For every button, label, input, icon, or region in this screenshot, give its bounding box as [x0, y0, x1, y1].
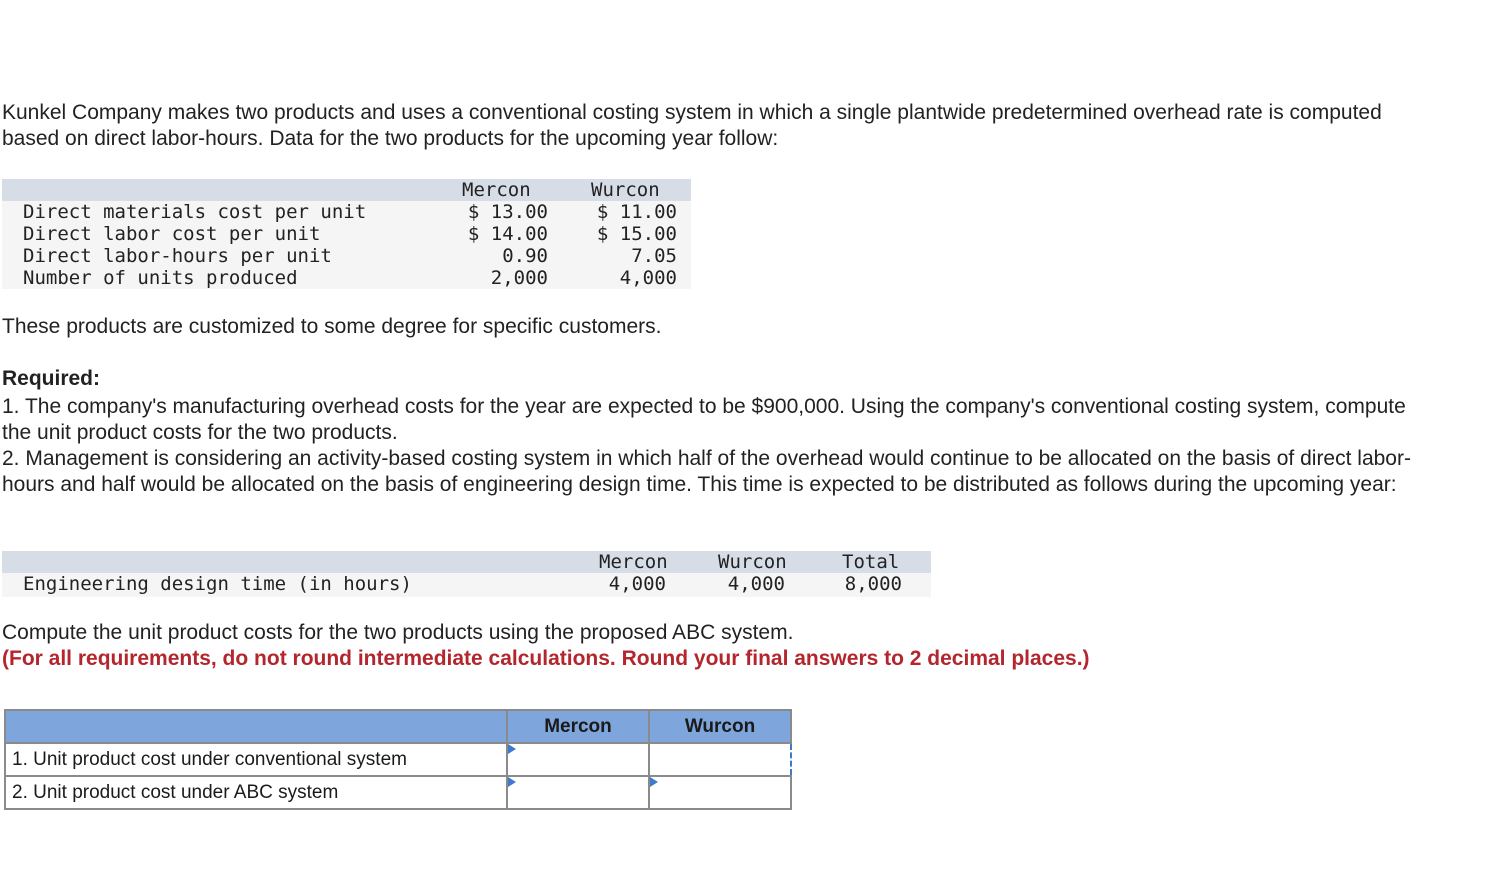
- cell-total: 8,000: [844, 573, 902, 595]
- wurcon-conventional-input[interactable]: [650, 744, 790, 775]
- cell-mercon: 0.90: [502, 245, 548, 267]
- requirement-1: 1. The company's manufacturing overhead costs for the year are expected to be $900,000. Using the company's conventional costing system, compute the unit product costs for the two products.: [2, 395, 1406, 444]
- cell-mercon: 4,000: [608, 573, 666, 595]
- header-wurcon: Wurcon: [591, 179, 660, 201]
- mercon-abc-input[interactable]: [508, 777, 648, 808]
- engineering-time-body: [2, 573, 931, 597]
- cell-mercon: $ 14.00: [467, 223, 548, 245]
- mercon-conventional-input[interactable]: [508, 744, 648, 775]
- cell-wurcon: $ 11.00: [596, 201, 677, 223]
- cell-wurcon: 7.05: [631, 245, 677, 267]
- row-label: Number of units produced: [23, 267, 298, 289]
- rounding-instruction: (For all requirements, do not round intermediate calculations. Round your final answers to 2 decimal places.): [2, 647, 1090, 670]
- header-total: Total: [842, 551, 900, 573]
- grid-header-wurcon: Wurcon: [649, 710, 791, 743]
- input-marker-icon: [508, 744, 516, 754]
- row-label: Direct labor cost per unit: [23, 223, 321, 245]
- mercon-conventional-cell[interactable]: [507, 743, 649, 776]
- engineering-time-header: [2, 551, 931, 573]
- customized-text: These products are customized to some degree for specific customers.: [2, 315, 662, 338]
- row-label: Engineering design time (in hours): [23, 573, 412, 595]
- product-data-body: [2, 201, 691, 289]
- cell-wurcon: 4,000: [619, 267, 677, 289]
- engineering-time-table: [2, 551, 931, 597]
- grid-header-blank: [5, 710, 507, 743]
- compute-text: Compute the unit product costs for the two products using the proposed ABC system.: [2, 621, 794, 644]
- cell-mercon: $ 13.00: [467, 201, 548, 223]
- requirement-2: 2. Management is considering an activity-based costing system in which half of the overhead would continue to be allocated on the basis of direct labor-hours and half would be allocated on the basis of engineering design time. This time is expected to be distributed as follows during the upcoming year:: [2, 447, 1411, 496]
- wurcon-conventional-cell[interactable]: [649, 743, 791, 776]
- answer-grid: [4, 709, 792, 810]
- product-data-table: [2, 179, 691, 289]
- input-marker-icon: [508, 777, 516, 787]
- input-marker-icon: [650, 777, 658, 787]
- header-wurcon: Wurcon: [718, 551, 787, 573]
- header-mercon: Mercon: [462, 179, 531, 201]
- grid-header-mercon: Mercon: [507, 710, 649, 743]
- row-label: Direct labor-hours per unit: [23, 245, 332, 267]
- intro-text: Kunkel Company makes two products and uses a conventional costing system in which a single plantwide predetermined overhead rate is computed based on direct labor-hours. Data for the two products for the upcoming year follow:: [2, 101, 1382, 150]
- wurcon-abc-input[interactable]: [650, 777, 790, 808]
- grid-row-label: 2. Unit product cost under ABC system: [5, 776, 507, 809]
- mercon-abc-cell[interactable]: [507, 776, 649, 809]
- cell-wurcon: 4,000: [727, 573, 785, 595]
- wurcon-abc-cell[interactable]: [649, 776, 791, 809]
- cell-mercon: 2,000: [490, 267, 548, 289]
- grid-row-label: 1. Unit product cost under conventional system: [5, 743, 507, 776]
- row-label: Direct materials cost per unit: [23, 201, 367, 223]
- header-mercon: Mercon: [599, 551, 668, 573]
- product-data-header: [2, 179, 691, 201]
- cell-wurcon: $ 15.00: [596, 223, 677, 245]
- required-heading: Required:: [2, 367, 101, 390]
